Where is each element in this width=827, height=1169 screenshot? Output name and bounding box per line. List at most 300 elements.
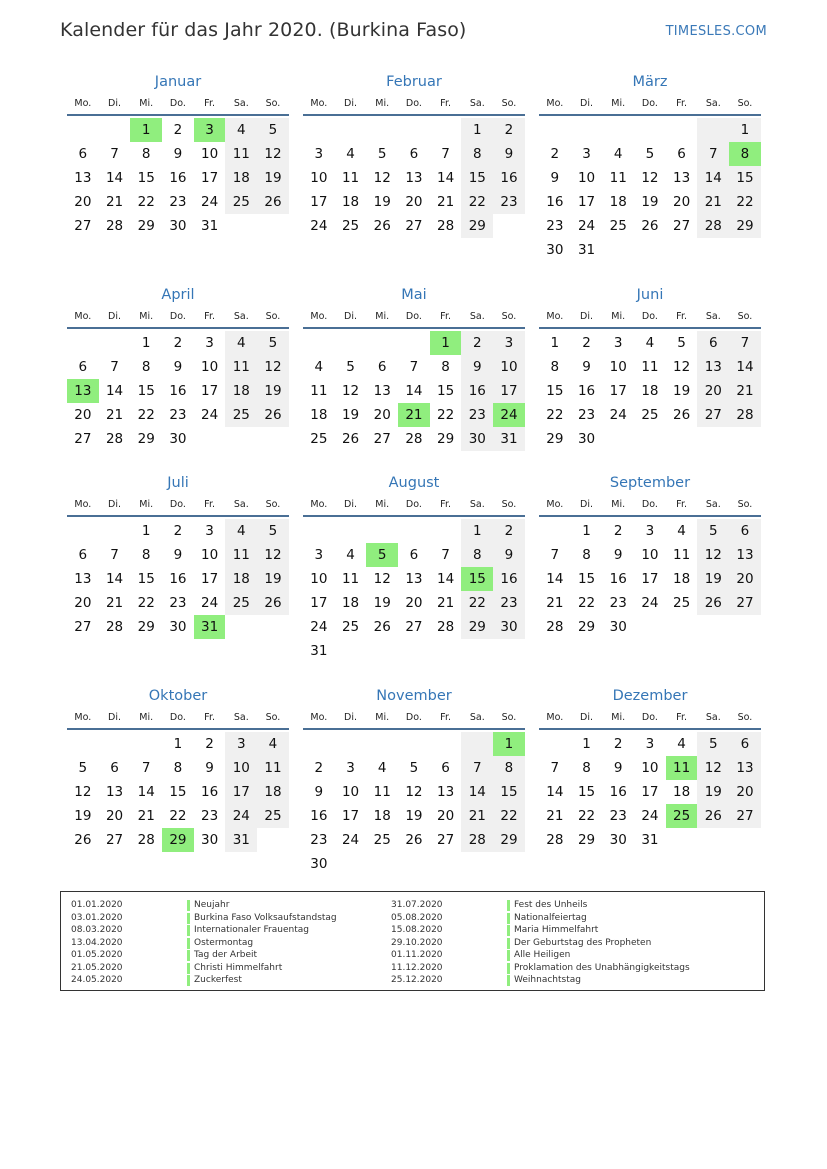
day-cell: 11 xyxy=(341,170,360,186)
day-cell: 4 xyxy=(346,547,355,563)
weekday-label: Sa. xyxy=(469,98,485,109)
day-cell: 11 xyxy=(310,383,328,399)
day-cell: 16 xyxy=(609,571,627,587)
legend-row xyxy=(61,962,337,975)
day-cell: 8 xyxy=(141,547,151,563)
day-cell: 19 xyxy=(697,567,729,591)
weekday-label: Fr. xyxy=(676,712,687,723)
day-cell: 6 xyxy=(729,519,761,543)
day-cell: 20 xyxy=(105,808,124,824)
month-title: Mai xyxy=(401,287,427,303)
empty-cell xyxy=(303,118,335,142)
day-grid xyxy=(539,116,761,262)
holiday-day-cell: 1 xyxy=(493,732,525,756)
weekday-header xyxy=(67,307,289,329)
day-cell: 11 xyxy=(225,142,257,166)
day-cell: 22 xyxy=(137,595,155,611)
day-cell: 8 xyxy=(141,359,151,375)
day-cell: 10 xyxy=(641,760,659,776)
day-cell: 17 xyxy=(641,784,659,800)
day-cell: 18 xyxy=(257,780,289,804)
weekday-label: Do. xyxy=(641,712,658,723)
holiday-day-cell: 1 xyxy=(130,118,162,142)
day-cell: 4 xyxy=(613,146,623,162)
weekday-label: Mi. xyxy=(375,98,390,109)
day-cell: 29 xyxy=(461,615,493,639)
day-cell: 22 xyxy=(729,190,761,214)
day-cell: 12 xyxy=(74,784,92,800)
day-cell: 9 xyxy=(173,359,183,375)
weekday-label: Mo. xyxy=(310,311,328,322)
weekday-label: Mi. xyxy=(611,98,626,109)
day-cell: 28 xyxy=(546,619,564,635)
day-cell: 26 xyxy=(697,591,729,615)
day-cell: 11 xyxy=(225,543,257,567)
empty-cell xyxy=(99,118,131,142)
legend-row xyxy=(61,912,337,925)
day-cell: 11 xyxy=(373,784,391,800)
day-cell: 19 xyxy=(341,407,360,423)
day-cell: 14 xyxy=(105,383,124,399)
weekday-header xyxy=(539,708,761,730)
weekday-label: Sa. xyxy=(233,98,249,109)
day-cell: 6 xyxy=(729,732,761,756)
day-cell: 4 xyxy=(314,359,324,375)
weekday-label: So. xyxy=(501,98,517,109)
empty-cell xyxy=(493,852,525,876)
day-cell: 24 xyxy=(341,832,360,848)
day-cell: 3 xyxy=(314,547,324,563)
day-cell: 2 xyxy=(173,122,183,138)
day-cell: 14 xyxy=(546,784,564,800)
day-cell: 9 xyxy=(173,547,183,563)
empty-cell xyxy=(729,238,761,262)
day-cell: 20 xyxy=(437,808,455,824)
holiday-date: 21.05.2020 xyxy=(71,962,123,973)
weekday-label: Mi. xyxy=(139,499,154,510)
day-cell: 15 xyxy=(493,780,525,804)
weekday-label: Fr. xyxy=(440,98,451,109)
day-cell: 1 xyxy=(173,736,183,752)
day-cell: 20 xyxy=(697,379,729,403)
weekday-label: Sa. xyxy=(233,712,249,723)
holiday-day-cell: 3 xyxy=(194,118,226,142)
legend-row xyxy=(61,974,337,987)
weekday-label: Mo. xyxy=(546,311,564,322)
day-cell: 26 xyxy=(74,832,92,848)
day-cell: 30 xyxy=(201,832,219,848)
empty-cell xyxy=(430,639,462,663)
day-cell: 27 xyxy=(373,431,391,447)
day-cell: 30 xyxy=(577,431,596,447)
day-cell: 30 xyxy=(169,218,187,234)
holiday-day-cell: 8 xyxy=(729,142,761,166)
empty-cell xyxy=(335,732,367,756)
day-cell: 14 xyxy=(437,170,455,186)
holiday-day-cell: 21 xyxy=(398,403,430,427)
holiday-name: Burkina Faso Volksaufstandstag xyxy=(194,912,337,923)
day-cell: 15 xyxy=(137,170,155,186)
day-cell: 6 xyxy=(78,359,88,375)
day-cell: 27 xyxy=(405,218,423,234)
weekday-label: Mi. xyxy=(375,499,390,510)
day-cell: 3 xyxy=(346,760,355,776)
empty-cell xyxy=(697,828,729,852)
weekday-label: Do. xyxy=(169,712,186,723)
day-grid xyxy=(67,329,289,451)
day-cell: 29 xyxy=(137,619,155,635)
empty-cell xyxy=(225,214,257,238)
day-cell: 26 xyxy=(257,190,289,214)
weekday-header xyxy=(303,495,525,517)
empty-cell xyxy=(666,238,698,262)
day-cell: 20 xyxy=(405,595,423,611)
day-cell: 19 xyxy=(257,166,289,190)
weekday-header xyxy=(539,94,761,116)
day-cell: 25 xyxy=(257,804,289,828)
day-cell: 5 xyxy=(346,359,355,375)
day-cell: 3 xyxy=(582,146,591,162)
day-cell: 28 xyxy=(546,832,564,848)
day-cell: 12 xyxy=(641,170,659,186)
day-cell: 22 xyxy=(137,194,155,210)
day-cell: 23 xyxy=(169,407,187,423)
holiday-marker xyxy=(507,950,510,961)
day-cell: 8 xyxy=(173,760,183,776)
month-märz xyxy=(539,70,761,262)
day-grid xyxy=(303,517,525,663)
day-cell: 13 xyxy=(729,543,761,567)
day-cell: 5 xyxy=(257,331,289,355)
weekday-label: Mo. xyxy=(546,712,564,723)
day-cell: 9 xyxy=(613,760,623,776)
day-cell: 20 xyxy=(729,567,761,591)
empty-cell xyxy=(225,427,257,451)
holiday-date: 15.08.2020 xyxy=(391,925,443,935)
day-cell: 7 xyxy=(550,547,560,563)
legend-row xyxy=(61,924,337,937)
day-cell: 21 xyxy=(461,804,493,828)
day-cell: 9 xyxy=(493,142,525,166)
holiday-date: 01.05.2020 xyxy=(71,950,123,960)
day-cell: 27 xyxy=(74,619,92,635)
weekday-label: So. xyxy=(501,499,517,510)
day-cell: 15 xyxy=(577,784,596,800)
day-cell: 24 xyxy=(310,218,328,234)
day-cell: 20 xyxy=(373,407,391,423)
month-title: Dezember xyxy=(612,688,688,704)
day-cell: 25 xyxy=(341,619,360,635)
weekday-label: Sa. xyxy=(705,499,721,510)
weekday-label: Di. xyxy=(580,311,594,322)
holiday-name: Fest des Unheils xyxy=(514,900,588,910)
day-cell: 8 xyxy=(493,756,525,780)
day-cell: 23 xyxy=(493,591,525,615)
day-cell: 23 xyxy=(546,218,564,234)
day-cell: 3 xyxy=(645,736,655,752)
day-cell: 25 xyxy=(225,403,257,427)
empty-cell xyxy=(634,427,666,451)
day-cell: 22 xyxy=(577,808,596,824)
day-cell: 9 xyxy=(461,355,493,379)
day-cell: 16 xyxy=(169,170,187,186)
day-cell: 17 xyxy=(201,170,219,186)
holiday-marker xyxy=(187,900,190,911)
holiday-marker xyxy=(187,913,190,924)
day-cell: 9 xyxy=(173,146,183,162)
weekday-header xyxy=(67,495,289,517)
holiday-marker xyxy=(187,925,190,936)
holiday-name: Zuckerfest xyxy=(194,975,242,985)
day-cell: 29 xyxy=(493,828,525,852)
empty-cell xyxy=(666,118,698,142)
empty-cell xyxy=(398,118,430,142)
day-cell: 13 xyxy=(105,784,124,800)
holiday-marker xyxy=(507,975,510,986)
empty-cell xyxy=(461,852,493,876)
weekday-label: Fr. xyxy=(440,499,451,510)
day-cell: 7 xyxy=(550,760,560,776)
day-cell: 11 xyxy=(341,571,360,587)
empty-cell xyxy=(335,118,367,142)
holiday-marker xyxy=(507,938,510,949)
month-juni xyxy=(539,283,761,451)
day-cell: 20 xyxy=(74,194,92,210)
day-cell: 22 xyxy=(577,595,596,611)
day-cell: 28 xyxy=(137,832,155,848)
empty-cell xyxy=(539,519,571,543)
day-cell: 19 xyxy=(257,567,289,591)
day-cell: 12 xyxy=(257,355,289,379)
empty-cell xyxy=(666,427,698,451)
holiday-date: 25.12.2020 xyxy=(391,975,443,985)
holiday-name: Christi Himmelfahrt xyxy=(194,962,283,973)
legend-row xyxy=(381,974,690,987)
empty-cell xyxy=(602,118,634,142)
empty-cell xyxy=(493,214,525,238)
month-dezember xyxy=(539,684,761,852)
day-cell: 2 xyxy=(493,519,525,543)
day-cell: 9 xyxy=(613,547,623,563)
day-cell: 11 xyxy=(225,355,257,379)
legend-row xyxy=(381,949,690,962)
empty-cell xyxy=(634,238,666,262)
day-cell: 11 xyxy=(609,170,627,186)
day-cell: 22 xyxy=(137,407,155,423)
day-cell: 24 xyxy=(201,194,219,210)
empty-cell xyxy=(398,331,430,355)
legend-row xyxy=(61,937,337,950)
empty-cell xyxy=(303,732,335,756)
day-cell: 18 xyxy=(225,379,257,403)
day-cell: 2 xyxy=(613,523,623,539)
day-cell: 5 xyxy=(409,760,419,776)
day-cell: 23 xyxy=(169,595,187,611)
holiday-marker xyxy=(187,950,190,961)
day-cell: 23 xyxy=(493,190,525,214)
day-cell: 21 xyxy=(546,595,564,611)
day-cell: 23 xyxy=(310,832,328,848)
brand-link[interactable]: TIMESLES.COM xyxy=(665,24,767,39)
weekday-label: Di. xyxy=(344,98,358,109)
weekday-label: Do. xyxy=(405,712,422,723)
weekday-label: Mo. xyxy=(310,712,328,723)
holiday-day-cell: 29 xyxy=(162,828,194,852)
holiday-date: 13.04.2020 xyxy=(71,937,123,948)
day-cell: 19 xyxy=(257,379,289,403)
day-cell: 27 xyxy=(74,431,92,447)
weekday-label: Sa. xyxy=(233,311,249,322)
empty-cell xyxy=(225,615,257,639)
empty-cell xyxy=(303,331,335,355)
day-cell: 21 xyxy=(697,190,729,214)
holiday-date: 01.01.2020 xyxy=(71,900,123,910)
day-cell: 3 xyxy=(613,335,623,351)
day-cell: 12 xyxy=(257,142,289,166)
day-cell: 12 xyxy=(405,784,423,800)
empty-cell xyxy=(67,118,99,142)
empty-cell xyxy=(571,118,603,142)
holiday-marker xyxy=(187,938,190,949)
weekday-label: Mo. xyxy=(74,98,92,109)
day-cell: 17 xyxy=(225,780,257,804)
day-cell: 20 xyxy=(729,780,761,804)
empty-cell xyxy=(130,732,162,756)
weekday-label: So. xyxy=(737,712,753,723)
holiday-day-cell: 15 xyxy=(461,567,493,591)
day-cell: 25 xyxy=(609,218,627,234)
day-cell: 16 xyxy=(577,383,596,399)
day-cell: 14 xyxy=(105,170,124,186)
weekday-label: Do. xyxy=(405,311,422,322)
holiday-date: 05.08.2020 xyxy=(391,912,443,923)
day-cell: 23 xyxy=(201,808,219,824)
weekday-label: Mo. xyxy=(310,499,328,510)
day-cell: 16 xyxy=(546,194,564,210)
weekday-label: Mo. xyxy=(546,98,564,109)
day-cell: 15 xyxy=(169,784,187,800)
day-cell: 29 xyxy=(461,214,493,238)
holiday-name: Der Geburtstag des Propheten xyxy=(514,937,652,948)
day-cell: 26 xyxy=(641,218,659,234)
weekday-label: Fr. xyxy=(204,311,215,322)
weekday-header xyxy=(67,708,289,730)
month-februar xyxy=(303,70,525,238)
month-september xyxy=(539,471,761,639)
day-cell: 28 xyxy=(405,431,423,447)
holiday-marker xyxy=(187,975,190,986)
month-title: September xyxy=(609,475,691,491)
day-cell: 27 xyxy=(697,403,729,427)
day-cell: 19 xyxy=(373,595,391,611)
day-cell: 10 xyxy=(201,359,219,375)
empty-cell xyxy=(99,519,131,543)
day-cell: 7 xyxy=(441,547,450,563)
day-cell: 31 xyxy=(493,427,525,451)
day-cell: 19 xyxy=(641,194,659,210)
weekday-label: Mo. xyxy=(74,712,92,723)
day-cell: 1 xyxy=(582,736,591,752)
day-cell: 31 xyxy=(577,242,596,258)
weekday-label: Mi. xyxy=(139,712,154,723)
month-august xyxy=(303,471,525,663)
day-cell: 13 xyxy=(74,170,92,186)
day-cell: 3 xyxy=(225,732,257,756)
day-cell: 21 xyxy=(437,595,455,611)
month-oktober xyxy=(67,684,289,852)
day-cell: 15 xyxy=(437,383,455,399)
day-cell: 7 xyxy=(141,760,151,776)
day-cell: 30 xyxy=(169,619,187,635)
day-cell: 8 xyxy=(141,146,151,162)
day-cell: 24 xyxy=(609,407,627,423)
day-cell: 4 xyxy=(225,519,257,543)
empty-cell xyxy=(634,615,666,639)
weekday-header xyxy=(67,94,289,116)
day-cell: 26 xyxy=(341,431,360,447)
weekday-label: Di. xyxy=(344,311,358,322)
day-cell: 14 xyxy=(105,571,124,587)
empty-cell xyxy=(335,639,367,663)
day-cell: 13 xyxy=(673,170,691,186)
holiday-day-cell: 31 xyxy=(194,615,226,639)
day-cell: 15 xyxy=(546,383,564,399)
holiday-day-cell: 11 xyxy=(666,756,698,780)
weekday-label: Do. xyxy=(405,98,422,109)
day-grid xyxy=(303,730,525,876)
day-cell: 10 xyxy=(493,355,525,379)
day-cell: 23 xyxy=(609,808,627,824)
day-cell: 25 xyxy=(341,218,360,234)
weekday-label: Fr. xyxy=(676,311,687,322)
day-cell: 25 xyxy=(373,832,391,848)
day-cell: 13 xyxy=(729,756,761,780)
weekday-label: Mo. xyxy=(74,311,92,322)
day-cell: 3 xyxy=(493,331,525,355)
weekday-label: Di. xyxy=(108,98,122,109)
month-title: Juli xyxy=(167,475,189,491)
day-cell: 16 xyxy=(461,379,493,403)
day-cell: 22 xyxy=(461,591,493,615)
day-cell: 24 xyxy=(641,595,659,611)
day-cell: 5 xyxy=(257,118,289,142)
weekday-label: So. xyxy=(737,311,753,322)
day-cell: 10 xyxy=(310,170,328,186)
weekday-label: Di. xyxy=(108,712,122,723)
empty-cell xyxy=(67,331,99,355)
weekday-label: Do. xyxy=(641,311,658,322)
day-cell: 1 xyxy=(582,523,591,539)
day-cell: 20 xyxy=(74,595,92,611)
day-cell: 24 xyxy=(201,407,219,423)
weekday-header xyxy=(303,708,525,730)
day-cell: 31 xyxy=(641,832,659,848)
weekday-label: Mi. xyxy=(139,98,154,109)
holiday-date: 31.07.2020 xyxy=(391,900,443,910)
empty-cell xyxy=(398,852,430,876)
day-cell: 4 xyxy=(377,760,387,776)
weekday-label: Fr. xyxy=(204,712,215,723)
day-cell: 10 xyxy=(641,547,659,563)
day-cell: 31 xyxy=(225,828,257,852)
empty-cell xyxy=(366,639,398,663)
day-cell: 1 xyxy=(550,335,560,351)
weekday-header xyxy=(303,94,525,116)
holiday-legend xyxy=(60,891,765,991)
day-cell: 23 xyxy=(169,194,187,210)
month-title: Januar xyxy=(154,74,202,90)
day-cell: 26 xyxy=(697,804,729,828)
